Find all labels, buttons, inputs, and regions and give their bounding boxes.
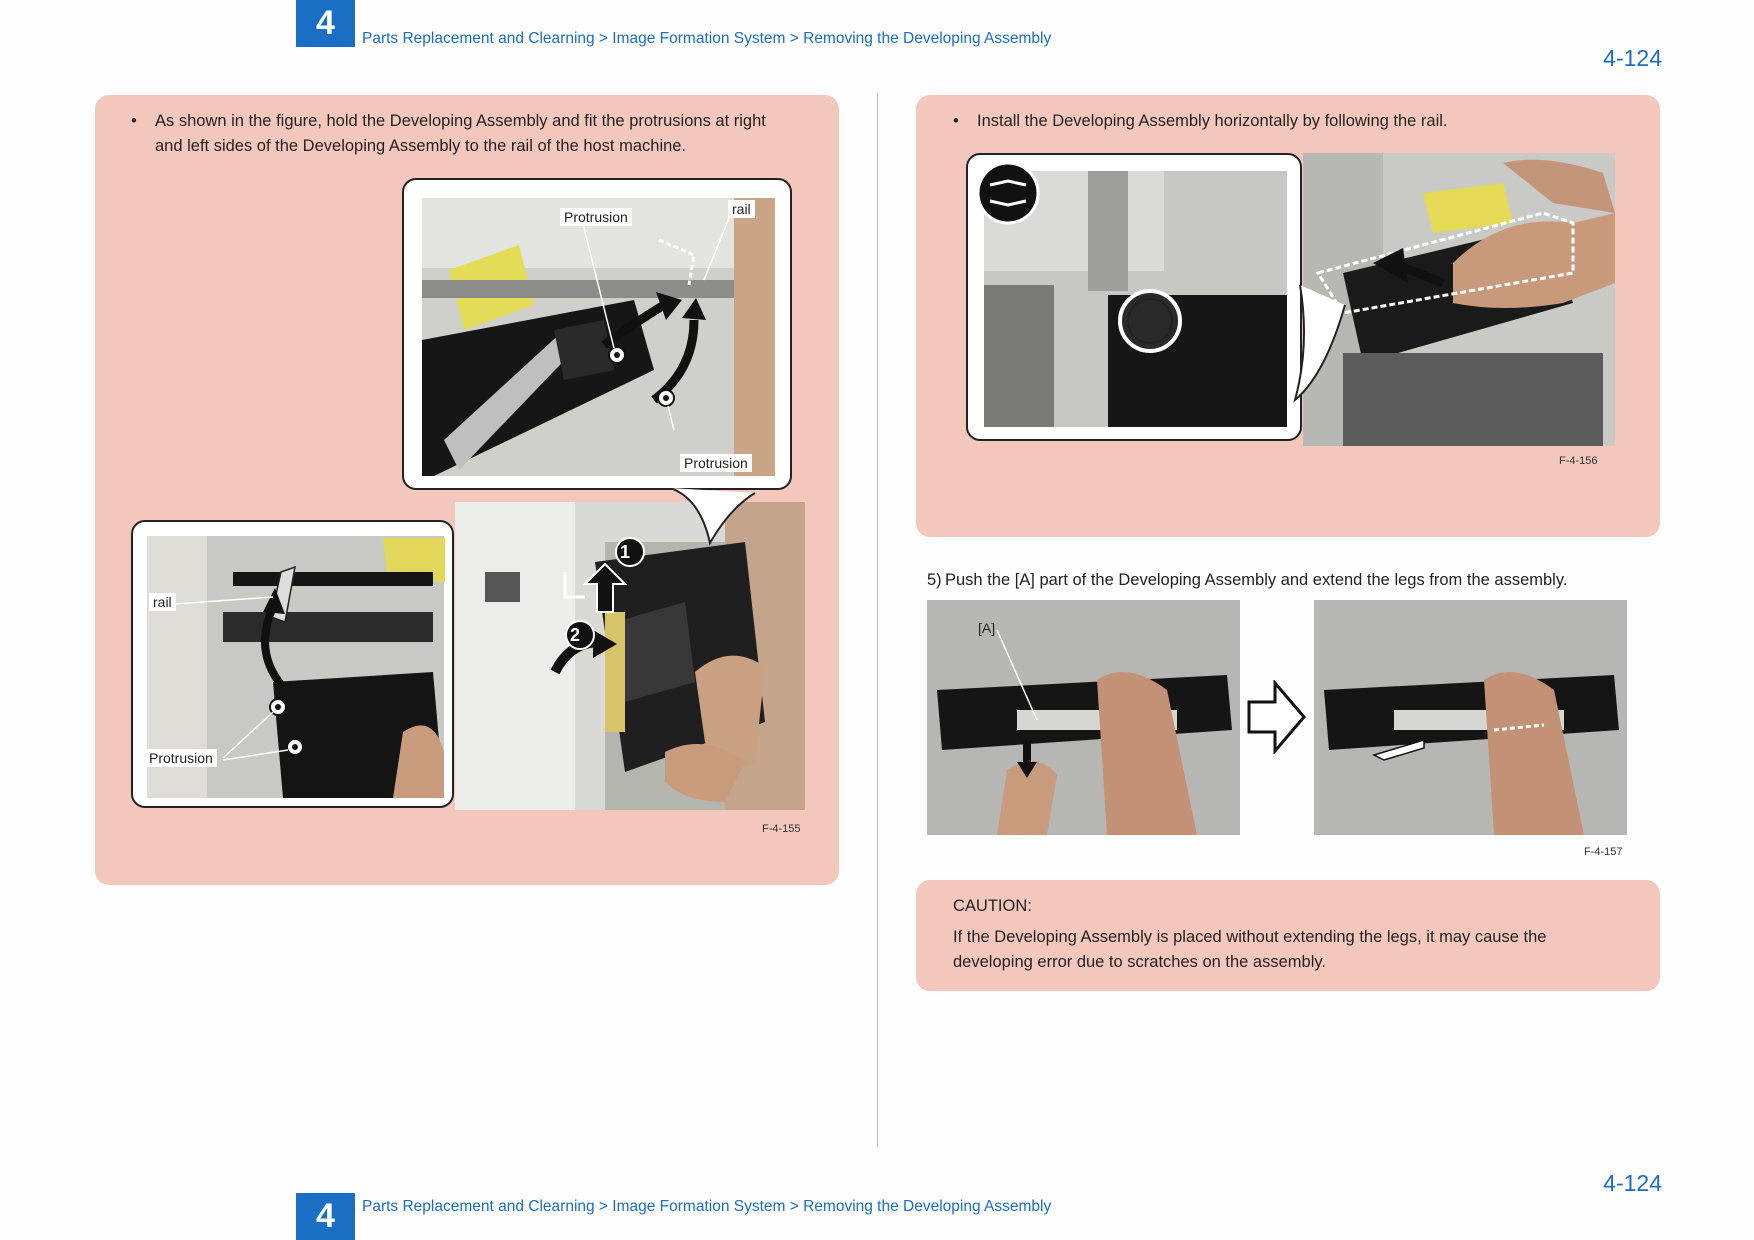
breadcrumb[interactable]: Parts Replacement and Clearning > Image Formation System > Removing the Developing Assembly xyxy=(362,1198,1052,1215)
page-number: 4-124 xyxy=(1603,45,1662,71)
legs-extended-photo xyxy=(1314,600,1627,835)
bullet-dot: • xyxy=(953,112,959,130)
instruction-text-right xyxy=(953,109,1633,135)
step-5-instruction xyxy=(927,571,1567,590)
caution-line-1: If the Developing Assembly is placed without extending the legs, it may cause the xyxy=(953,928,1547,946)
callout-pointer xyxy=(1290,285,1350,405)
caution-body xyxy=(953,925,1613,975)
label-rail: rail xyxy=(149,593,176,611)
step-marker-2: 2 xyxy=(570,625,581,645)
bullet-dot: • xyxy=(131,112,137,130)
callout-top-protrusions xyxy=(402,178,792,490)
caution-line-2: developing error due to scratches on the assembly. xyxy=(953,953,1326,971)
instruction-text-left xyxy=(131,109,831,161)
label-protrusion: Protrusion xyxy=(145,749,217,767)
figure-caption: F-4-157 xyxy=(1584,846,1623,858)
label-protrusion: Protrusion xyxy=(560,208,632,226)
chapter-tab: 4 xyxy=(296,0,355,47)
label-protrusion: Protrusion xyxy=(680,454,752,472)
instruction-line-1: As shown in the figure, hold the Developing Assembly and fit the protrusions at right xyxy=(155,112,766,130)
figure-caption: F-4-155 xyxy=(762,823,801,835)
step-marker-1: 1 xyxy=(620,542,631,562)
column-divider xyxy=(877,93,878,1147)
callout-left-rail xyxy=(131,520,454,808)
page-number: 4-124 xyxy=(1603,1170,1662,1196)
chapter-tab: 4 xyxy=(296,1193,355,1240)
main-install-photo xyxy=(455,502,805,810)
label-rail: rail xyxy=(728,200,755,218)
push-part-a-photo xyxy=(927,600,1240,835)
callout-rail-detail xyxy=(966,153,1302,441)
right-arrow-icon xyxy=(1247,680,1307,754)
instruction-line: Install the Developing Assembly horizontally by following the rail. xyxy=(977,112,1448,130)
caution-title: CAUTION: xyxy=(953,897,1032,915)
label-part-a: [A] xyxy=(978,620,996,636)
instruction-line-2: and left sides of the Developing Assembly to the rail of the host machine. xyxy=(155,137,687,155)
breadcrumb[interactable]: Parts Replacement and Clearning > Image Formation System > Removing the Developing Assembly xyxy=(362,30,1052,47)
step-text: Push the [A] part of the Developing Assembly and extend the legs from the assembly. xyxy=(945,571,1568,589)
callout-pointer xyxy=(670,488,760,548)
step-number: 5) xyxy=(927,571,942,589)
figure-caption: F-4-156 xyxy=(1559,455,1598,467)
